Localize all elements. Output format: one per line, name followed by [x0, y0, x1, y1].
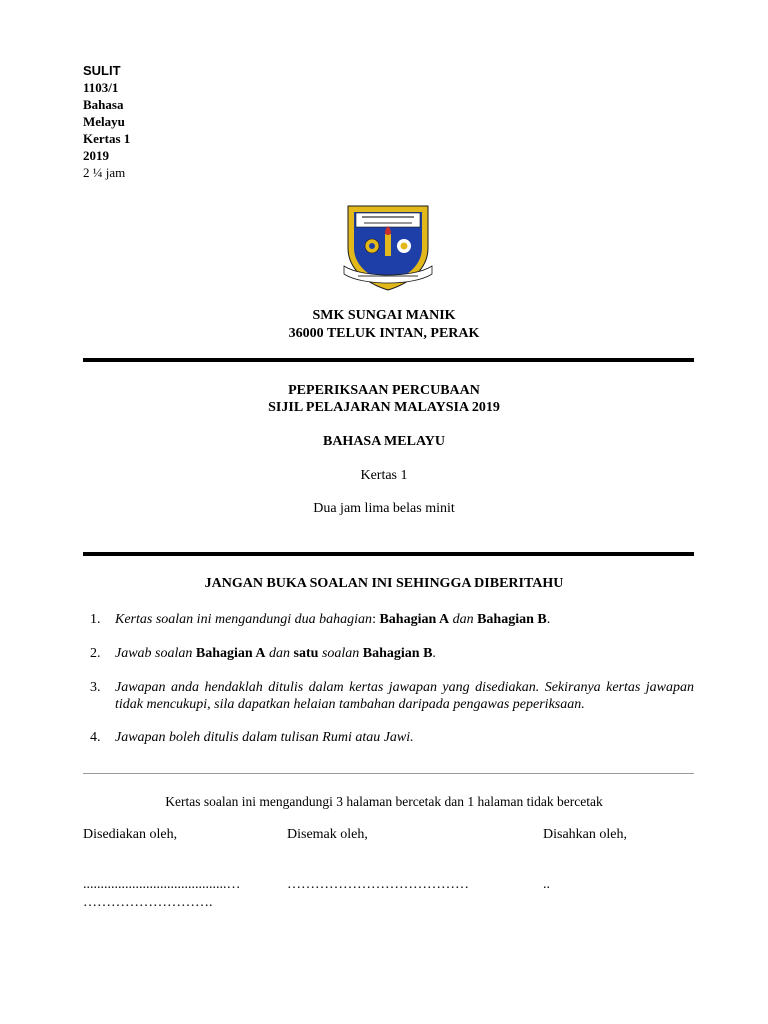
school-address: 36000 TELUK INTAN, PERAK	[288, 326, 480, 341]
instruction-emphasis: Bahagian A	[379, 612, 450, 627]
divider-bottom	[83, 773, 694, 774]
exam-paper: Kertas 1	[360, 468, 408, 483]
instruction-emphasis: satu	[293, 646, 319, 661]
instruction-number: 3.	[90, 680, 101, 695]
instruction-text: Jawapan boleh ditulis dalam tulisan Rumi atau Jawi.	[115, 730, 414, 745]
exam-duration: Dua jam lima belas minit	[313, 501, 455, 516]
instruction-emphasis: Bahagian A	[195, 646, 266, 661]
instruction-item	[90, 611, 694, 628]
instruction-text: dan	[265, 646, 294, 661]
signature-line-approved: ..	[543, 877, 550, 892]
paper-code: 1103/1	[83, 80, 119, 95]
school-name: SMK SUNGAI MANIK	[312, 308, 456, 323]
divider-top	[83, 358, 694, 362]
subject-line-1: Bahasa	[83, 97, 124, 112]
instruction-item	[90, 729, 694, 746]
instruction-item	[90, 645, 694, 662]
exam-subject: BAHASA MELAYU	[322, 434, 445, 449]
instruction-number: 4.	[90, 730, 101, 745]
exam-title-2: SIJIL PELAJARAN MALAYSIA 2019	[268, 400, 500, 415]
instruction-item	[90, 679, 694, 713]
instruction-emphasis: Bahagian B	[362, 646, 433, 661]
signature-line-prepared: .........................................…	[83, 877, 241, 892]
signature-line-approved-continued: ……………………….	[83, 895, 213, 910]
instruction-emphasis: Bahagian B	[477, 612, 547, 627]
paper-header	[83, 62, 130, 181]
page-count-note: Kertas soalan ini mengandungi 3 halaman bercetak dan 1 halaman tidak bercetak	[165, 794, 603, 809]
instruction-number: 2.	[90, 646, 101, 661]
warning-text: JANGAN BUKA SOALAN INI SEHINGGA DIBERITAHU	[204, 576, 564, 591]
paper-duration: 2 ¼ jam	[83, 165, 126, 180]
instruction-text: Jawab soalan	[115, 646, 196, 661]
divider-middle	[83, 552, 694, 556]
school-crest-logo	[342, 204, 434, 292]
paper-number: Kertas 1	[83, 131, 131, 146]
sulit-label: SULIT	[83, 63, 121, 78]
instruction-text: dan	[449, 612, 478, 627]
signature-line-checked: …………………………………	[287, 877, 469, 892]
instruction-text: Jawapan anda hendaklah ditulis dalam kertas jawapan yang disediakan. Sekiranya kertas jawapan tidak mencukupi, sila dapatkan helaian tambahan daripada pengawas peperiksaan.	[115, 680, 694, 712]
instruction-text: .	[546, 612, 551, 627]
instruction-text: .	[432, 646, 436, 661]
exam-title-1: PEPERIKSAAN PERCUBAAN	[288, 383, 480, 398]
checked-by-label: Disemak oleh,	[287, 827, 368, 842]
instruction-text: :	[372, 612, 380, 627]
instruction-number: 1.	[90, 612, 101, 627]
subject-line-2: Melayu	[83, 114, 125, 129]
approved-by-label: Disahkan oleh,	[543, 827, 627, 842]
prepared-by-label: Disediakan oleh,	[83, 827, 178, 842]
instruction-text: soalan	[318, 646, 363, 661]
instruction-text: Kertas soalan ini mengandungi dua bahagian	[115, 612, 373, 627]
paper-year: 2019	[83, 148, 109, 163]
